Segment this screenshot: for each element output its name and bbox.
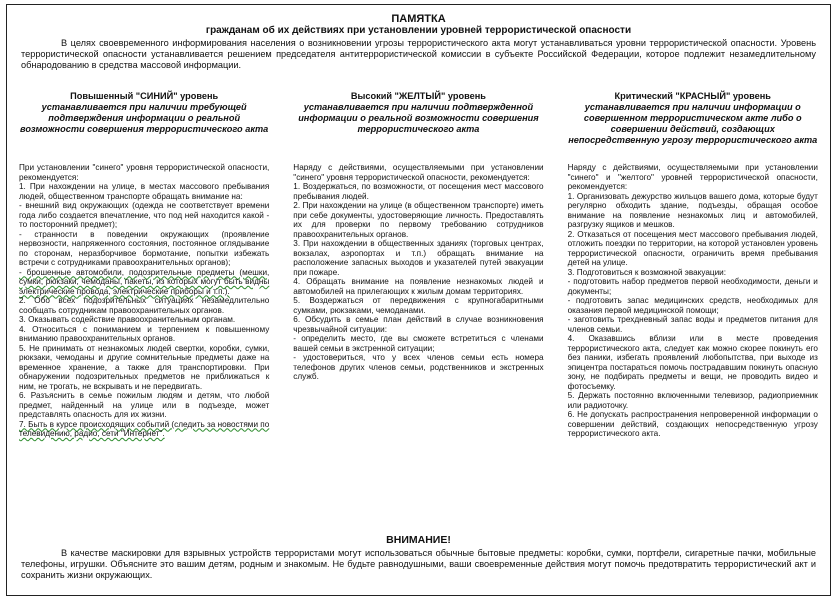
list-item: 1. При нахождении на улице, в местах массового пребывания людей, общественном транспорте обращать внимание на:: [19, 182, 270, 201]
memo-page: [6, 4, 831, 596]
level-name: Высокий "ЖЕЛТЫЙ" уровень: [350, 91, 486, 101]
list-item: 2. При нахождении на улице (в общественном транспорте) иметь при себе документы, удостоверяющие личность. Предоставлять их для проверки по первому требованию сотрудников правоохранительных органов.: [293, 201, 544, 239]
column-header: [19, 91, 269, 163]
list-item: 5. Не принимать от незнакомых людей свертки, коробки, сумки, рюкзаки, чемоданы и другие сомнительные предметы даже на временное хранение, а также для транспортировки. При обнаружении подозрительных предметов не приближаться к ним, не трогать, не вскрывать и не передвигать.: [19, 343, 270, 391]
list-item: 2. Обо всех подозрительных ситуациях незамедлительно сообщать сотрудникам правоохранительных органов.: [19, 296, 270, 315]
list-item: 7. Быть в курсе происходящих событий (следить за новостями по телевидению, радио, сети "Интернет".: [19, 419, 270, 438]
column-intro: Наряду с действиями, осуществляемыми при установлении "синего" и "желтого" уровней террористической опасности, рекомендуется:: [567, 163, 818, 191]
level-name: Критический "КРАСНЫЙ" уровень: [614, 91, 771, 101]
document-subtitle: гражданам об их действиях при установлении уровней террористической опасности: [205, 25, 632, 36]
list-item: 6. Обсудить в семье план действий в случае возникновения чрезвычайной ситуации:: [293, 315, 544, 334]
level-name: Повышенный "СИНИЙ" уровень: [70, 91, 219, 101]
list-item: 6. Не допускать распространения непроверенной информации о совершении действий, создающих непосредственную угрозу террористического акта.: [567, 410, 818, 438]
list-item: - определить место, где вы сможете встретиться с членами вашей семьи в экстренной ситуации;: [293, 334, 544, 353]
column-intro: При установлении "синего" уровня террористической опасности, рекомендуется:: [19, 163, 270, 182]
intro-paragraph: В целях своевременного информирования населения о возникновении угрозы террористического акта могут устанавливаться уровни террористической опасности. Уровень террористической опасности устанавливается решением председателя антитеррористической комиссии в субъекте Российской Федерации, которое подлежит незамедлительному обнародованию в средства массовой информации.: [21, 38, 816, 70]
levels-columns: [7, 91, 830, 439]
document-title: ПАМЯТКА: [391, 13, 446, 25]
list-item: 6. Разъяснить в семье пожилым людям и детям, что любой предмет, найденный на улице или в подъезде, может представлять опасность для их жизни.: [19, 391, 270, 419]
list-item: - брошенные автомобили, подозрительные предметы (мешки, сумки, рюкзаки, чемоданы, пакеты, из которых могут быть видны электрические провода, электрические приборы и т.п.).: [19, 267, 270, 296]
column-red-level: [556, 91, 830, 439]
list-item: 4. Относиться с пониманием и терпением к повышенному вниманию правоохранительных органов.: [19, 324, 270, 343]
recommendations-list: [19, 182, 269, 439]
list-item: - удостовериться, что у всех членов семьи есть номера телефонов других членов семьи, родственников и экстренных служб.: [293, 353, 544, 381]
column-yellow-level: [281, 91, 555, 439]
list-item: 4. Обращать внимание на появление незнакомых людей и автомобилей на прилегающих к жилым домам территориях.: [293, 277, 544, 296]
list-item: 3. При нахождении в общественных зданиях (торговых центрах, вокзалах, аэропортах и т.п.) обращать внимание на расположение запасных выходов и указателей путей эвакуации при пожаре.: [293, 239, 544, 277]
list-item: 1. Организовать дежурство жильцов вашего дома, которые будут регулярно обходить здание, подъезды, обращая особое внимание на появление незнакомых лиц и автомобилей, разгрузку ящиков и мешков.: [567, 191, 818, 229]
list-item: 2. Отказаться от посещения мест массового пребывания людей, отложить поездки по территории, на которой установлен уровень террористической опасности, ограничить время пребывания детей на улице.: [567, 229, 818, 267]
list-item: - подготовить набор предметов первой необходимости, деньги и документы;: [567, 277, 818, 296]
column-header: [293, 91, 543, 163]
list-item: 5. Воздержаться от передвижения с крупногабаритными сумками, рюкзаками, чемоданами.: [293, 296, 544, 315]
level-description: устанавливается при наличии требующей подтверждения информации о реальной возможности совершения террористического акта: [20, 102, 269, 134]
list-item: 3. Оказывать содействие правоохранительным органам.: [19, 315, 236, 324]
list-item: 1. Воздержаться, по возможности, от посещения мест массового пребывания людей.: [293, 182, 544, 201]
level-description: устанавливается при наличии информации о совершенном террористическом акте либо о совершении действий, создающих непосредственную угрозу террористического акта: [568, 102, 818, 145]
list-item: 5. Держать постоянно включенными телевизор, радиоприемник или радиоточку.: [567, 391, 818, 410]
recommendations-list: [568, 192, 818, 439]
attention-heading: ВНИМАНИЕ!: [386, 534, 451, 546]
list-item: - подготовить запас медицинских средств, необходимых для оказания первой медицинской помощи;: [567, 296, 818, 315]
list-item: - странности в поведении окружающих (проявление нервозности, напряженного состояния, постоянное оглядывание по сторонам, неразборчивое бормотание, попытки избежать встречи с сотрудниками правоохранительных органов);: [19, 229, 270, 267]
list-item: - заготовить трехдневный запас воды и предметов питания для членов семьи.: [567, 315, 818, 334]
column-blue-level: [7, 91, 281, 439]
recommendations-list: [293, 182, 543, 382]
column-intro: Наряду с действиями, осуществляемыми при установлении "синего" уровня террористической опасности, рекомендуется:: [293, 163, 544, 182]
level-description: устанавливается при наличии подтвержденной информации о реальной возможности совершения террористического акта: [298, 102, 539, 134]
list-item: 4. Оказавшись вблизи или в месте проведения террористического акта, следует как можно скорее покинуть его без паники, избегать проявлений любопытства, при выходе из эпицентра постараться помочь пострадавшим покинуть опасную зону, не подбирать предметы и вещи, не проводить видео и фотосъемку.: [567, 334, 818, 391]
list-item: 3. Подготовиться к возможной эвакуации:: [567, 267, 727, 277]
attention-paragraph: В качестве маскировки для взрывных устройств террористами могут использоваться обычные бытовые предметы: коробки, сумки, портфели, сигаретные пачки, мобильные телефоны, игрушки. Объясните это вашим детям, родным и знакомым. Не будьте равнодушными, ваши своевременные действия могут помочь предотвратить террористический акт и сохранить жизни окружающих.: [21, 548, 816, 580]
list-item: - внешний вид окружающих (одежда не соответствует времени года либо создается впечатление, что под ней находится какой - то посторонний предмет);: [19, 201, 270, 229]
column-header: [568, 91, 818, 163]
